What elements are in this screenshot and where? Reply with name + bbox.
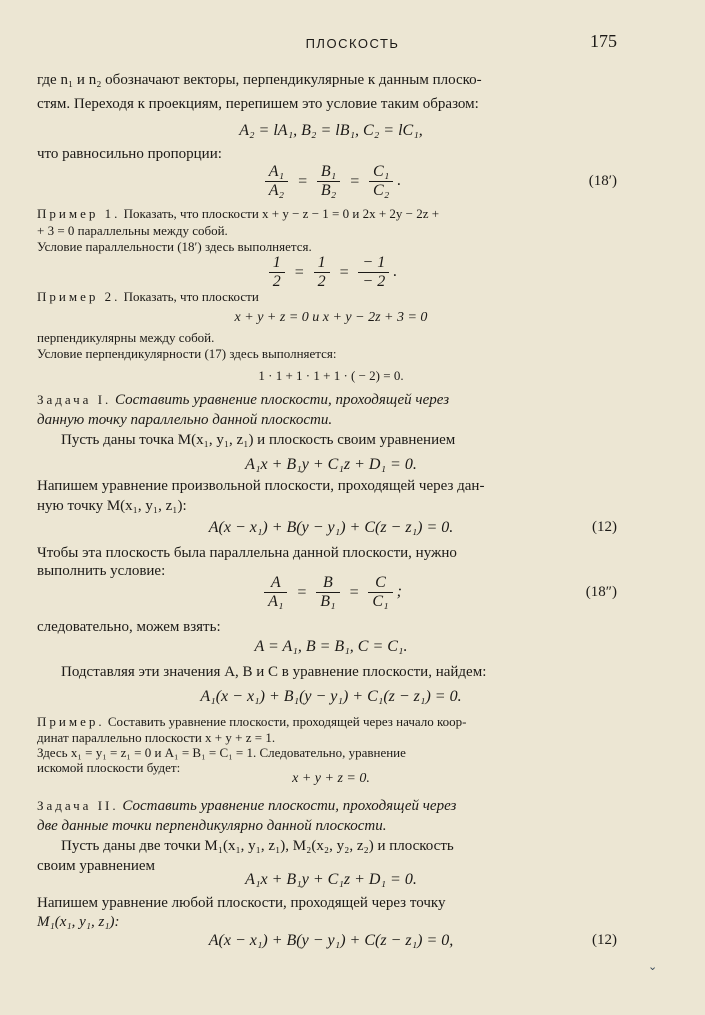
task-heading: Задача I. Составить уравнение плоскости, проходящей через [37,392,450,408]
equation-proportional: A₂ = lA₁, B₂ = lB₁, C₂ = lC₁, [239,122,423,139]
equation-result: A₁(x − x₁) + B₁(y − y₁) + C₁(z − z₁) = 0. [200,688,462,705]
example-line: Условие перпендикулярности (17) здесь выполняется: [37,346,337,361]
example-line: Пример. Составить уравнение плоскости, проходящей через начало коор- [37,714,467,729]
paragraph-line: стям. Переходя к проекциям, перепишем это условие таким образом: [37,96,479,112]
example-label: Пример 2. [37,289,121,304]
paragraph-line: Чтобы эта плоскость была параллельна данной плоскости, нужно [37,545,457,561]
fraction: $\frac{\text{A₁}}{\text{A₂}}$ [265,163,288,200]
page-number: 175 [590,31,617,51]
example-label: Пример 1. [37,206,121,221]
fraction: $\frac{1}{2}$ [269,254,285,291]
example-line: перпендикулярны между собой. [37,330,215,345]
paragraph-line: Пусть даны две точки M₁(x₁, y₁, z₁), M₂(x₂, y₂, z₂) и плоскость [61,838,454,854]
example-line: + 3 = 0 параллельны между собой. [37,223,228,238]
equation-example-1: $\frac{1}{2}$ = $\frac{1}{2}$ = $\frac{- 1}{- 2}$ . [37,254,625,291]
example-line: динат параллельно плоскости x + y + z = 1. [37,730,276,745]
equation-example-3: x + y + z = 0. [292,771,370,786]
example-line: Пример 1. Показать, что плоскости x + y − z − 1 = 0 и 2x + 2y − 2z + [37,206,440,221]
equation-18-double-prime: $\frac{A}{\text{A₁}}$ = $\frac{B}{\text{B₁}}$ = $\frac{C}{\text{C₁}}$ ; (18″) [37,574,625,611]
paragraph-line: выполнить условие: [37,563,166,579]
paragraph-line: Подставляя эти значения A, B и C в уравнение плоскости, найдем: [61,664,487,680]
fraction: $\frac{\text{C₁}}{\text{C₂}}$ [369,163,393,200]
equation-number: (18′) [588,173,617,189]
equation-example-2-check: 1 · 1 + 1 · 1 + 1 · ( − 2) = 0. [258,368,404,383]
equation-12: A(x − x₁) + B(y − y₁) + C(z − z₁) = 0. (12) [208,519,617,536]
equation-18-prime: $\frac{\text{A₁}}{\text{A₂}}$ = $\frac{\text{B₁}}{\text{B₂}}$ = $\frac{\text{C₁}}{\text{C₂}}$ . (18′) [37,163,625,200]
task-label: Задача I. [37,392,112,407]
equation-example-2: x + y + z = 0 и x + y − 2z + 3 = 0 [234,310,428,325]
ink-mark: ⌄ [648,960,658,973]
fraction: $\frac{- 1}{- 2}$ [358,254,389,291]
fraction: $\frac{B}{\text{B₁}}$ [316,574,339,611]
example-line: Пример 2. Показать, что плоскости [37,289,259,304]
paragraph-line: Напишем уравнение любой плоскости, проходящей через точку [37,895,446,911]
equation-number: (18″) [585,584,617,600]
task-heading: Задача II. Составить уравнение плоскости, проходящей через [37,798,457,814]
example-line: Условие параллельности (18′) здесь выполняется. [37,239,312,254]
fraction: $\frac{C}{\text{C₁}}$ [368,574,392,611]
equation-12: A(x − x₁) + B(y − y₁) + C(z − z₁) = 0, (12) [208,932,617,949]
paragraph-line: ную точку M(x₁, y₁, z₁): [37,498,187,514]
paragraph-line: M₁(x₁, y₁, z₁): [37,914,120,930]
fraction: $\frac{A}{\text{A₁}}$ [264,574,287,611]
equation-take: A = A₁, B = B₁, C = C₁. [254,638,408,655]
task-heading: данную точку параллельно данной плоскости. [37,412,333,428]
paragraph-line: следовательно, можем взять: [37,619,221,635]
task-heading: две данные точки перпендикулярно данной плоскости. [37,818,387,834]
paragraph-line: Пусть даны точка M(x₁, y₁, z₁) и плоскость своим уравнением [61,432,456,448]
equation-number: (12) [592,519,617,535]
equation-number: (12) [592,932,617,948]
equation-plane: A₁x + B₁y + C₁z + D₁ = 0. [245,871,417,888]
fraction: $\frac{\text{B₁}}{\text{B₂}}$ [317,163,340,200]
example-line: Здесь x₁ = y₁ = z₁ = 0 и A₁ = B₁ = C₁ = 1. Следовательно, уравнение [37,745,406,760]
example-label: Пример. [37,714,105,729]
paragraph-line: своим уравнением [37,858,156,874]
paragraph-line: что равносильно пропорции: [37,146,222,162]
fraction: $\frac{1}{2}$ [314,254,330,291]
task-label: Задача II. [37,798,119,813]
running-header: ПЛОСКОСТЬ [305,36,400,51]
example-line: искомой плоскости будет: [37,760,181,775]
paragraph-line: где n₁ и n₂ обозначают векторы, перпендикулярные к данным плоско- [37,72,482,88]
paragraph-line: Напишем уравнение произвольной плоскости, проходящей через дан- [37,478,485,494]
equation-plane: A₁x + B₁y + C₁z + D₁ = 0. [245,456,417,473]
